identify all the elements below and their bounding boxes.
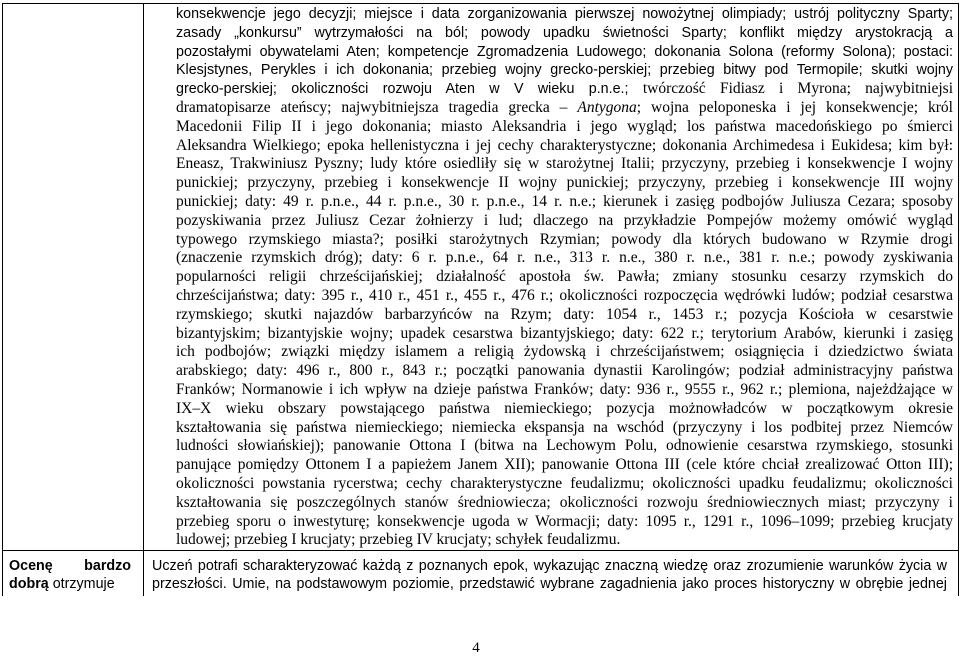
text-segment: twórczość Fidiasz i Myrona; najwybitniejsi xyxy=(642,80,953,98)
text-line: punickiej; przyczyny, przebieg i konsekwencje II wojny punickiej; przyczyny, przebieg i konsekwencje III wojny xyxy=(176,174,953,192)
text-line: arabskiego; daty: 496 r., 800 r., 843 r.; początki panowania dynastii Karolingów; podział administracyjny państwa xyxy=(176,362,953,380)
text-line: przebieg sporu o inwestyturę; konsekwencje ugoda w Wormacji; daty: 1095 r., 1291 r., 1096–1099; przebieg krucjaty xyxy=(176,512,953,530)
text-line: popularności religii chrześcijańskiej; działalność apostoła św. Pawła; zmiany stosunku cesarzy rzymskich do xyxy=(176,268,953,286)
text-line: IX–X wieku obszary powstającego państwa niemieckiego; pozycja możnowładców w początkowym okresie xyxy=(176,399,953,417)
text-line: konsekwencje jego decyzji; miejsce i data zorganizowania pierwszej nowożytnej olimpiady; ustrój polityczny Sparty; xyxy=(176,6,953,22)
grade-label-bold: Ocenę bardzo dobrą xyxy=(9,557,131,593)
text-segment: ; wojna peloponeska i jej konsekwencje; król xyxy=(636,98,953,116)
text-line: chrześcijaństwa; daty: 395 r., 410 r., 451 r., 455 r., 476 r.; okoliczności rozpoczęcia wędrówki ludów; podział cesarstwa xyxy=(176,286,953,304)
text-line: bizantyjskim; bizantyjskie wojny; upadek cesarstwa bizantyjskiego; daty: 622 r.; terytorium Arabów, kierunki i zasięg xyxy=(176,324,953,342)
text-line: Macedonii Filip II i jego dokonania; miasto Aleksandria i jego wygląd; los państwa macedońskiego po śmierci xyxy=(176,117,953,135)
text-segment: dramatopisarze ateńscy; najwybitniejsza tragedia grecka – xyxy=(176,98,578,116)
text-line: ich podbojów; związki między islamem a religią żydowską i chrześcijaństwem; osiągnięcia i dziedzictwo świata xyxy=(176,343,953,361)
text-line: Klesjstynes, Perykles i ich dokonania; przebieg wojny grecko-perskiej; przebieg bitwy pod Termopile; skutki wojny xyxy=(176,62,953,79)
text-line: punickiej; daty: 49 r. p.n.e., 44 r. p.n.e., 30 r. p.n.e., 14 r. n.e.; kierunek i zasięg podbojów Juliusza Cezara; sposoby xyxy=(176,192,953,210)
text-line: ludności słowiańskiej); panowanie Ottona I (bitwa na Lechowym Polu, odnowienie cesarstwa rzymskiego, stosunki xyxy=(176,437,953,455)
table-row xyxy=(3,4,958,551)
text-line: rzymskiego; skutki najazdów barbarzyńców na Rzym; daty: 1054 r., 1453 r.; pozycja Kościoła w cesarstwie xyxy=(176,305,953,323)
text-line: pozostałymi obywatelami Aten; kompetencje Zgromadzenia Ludowego; dokonania Solona (reformy Solona); postaci: xyxy=(176,43,953,60)
text-line: typowego rzymskiego miasta?; posiłki starożytnych Rzymian; powody dla których budowano w Rzymie drogi xyxy=(176,230,953,248)
text-segment: grecko-perskiej; okoliczności rozwoju Aten w V wieku p.n.e.; xyxy=(176,81,643,98)
text-line: Aleksandra Wielkiego; epoka hellenistyczna i jej cechy charakterystyczne; dokonania Archimedesa i Eukidesa; kim był: xyxy=(176,136,953,154)
requirements-table xyxy=(2,3,959,596)
text-line: przeszłości. Umie, na podstawowym poziomie, przedstawić wybrane zagadnienia jako proces historyczny w obrębie jednej xyxy=(152,576,947,593)
text-line: Uczeń potrafi scharakteryzować każdą z poznanych epok, wykazując znaczną wiedzę oraz zrozumienie warunków życia w xyxy=(152,557,947,574)
page-number: 4 xyxy=(472,640,480,656)
grade-label-text: otrzymuje xyxy=(52,576,115,593)
text-line: Eneasz, Trakwiniusz Pyszny; ludy które osiedliły się w starożytnej Italii; przyczyny, przebieg i konsekwencje I wojny xyxy=(176,155,953,173)
text-line: pozyskiwania przez Juliusz Cezar żołnierzy i lud; dlaczego na przykładzie Pompejów możemy omówić wygląd xyxy=(176,211,953,229)
text-line xyxy=(176,99,953,118)
text-line: Franków; Normanowie i ich wpływ na dzieje państwa Franków; daty: 936 r., 9555 r., 962 r.; plemiona, najeżdżające w xyxy=(176,380,953,398)
text-line: ludowej; przebieg I krucjaty; przebieg IV krucjaty; schyłek feudalizmu. xyxy=(176,531,621,549)
text-line: kształtowania się poszczególnych stanów średniowiecza; okoliczności rozwoju średniowiecznych miast; przyczyny i xyxy=(176,493,953,511)
text-line: zasady „konkursu” wytrzymałości na ból; powody upadku świetności Sparty; konflikt między arystokracją a xyxy=(176,24,953,41)
text-line: okoliczności powstania rycerstwa; cechy charakterystyczne feudalizmu; okoliczności upadku feudalizmu; okoliczności xyxy=(176,474,953,492)
work-title: Antygona xyxy=(577,98,637,116)
text-line: panujące pomiędzy Ottonem I a papieżem Janem XII); panowanie Ottona III (cele które chciał zrealizować Otton III); xyxy=(176,456,953,474)
grade-label-cell xyxy=(3,4,144,550)
text-line: kształtowania się państwa niemieckiego; niemiecka ekspansja na wschód (przyczyny i los podbitej przez Niemców xyxy=(176,418,953,436)
requirements-cell xyxy=(144,4,958,550)
table-row xyxy=(3,551,958,596)
description-cell xyxy=(144,551,958,596)
text-line: (znaczenie rzymskich dróg); daty: 6 r. p.n.e., 64 r. n.e., 313 r. n.e., 380 r. n.e., 381 r. n.e.; powody zyskiwania xyxy=(176,249,953,267)
text-line xyxy=(176,80,953,99)
grade-label-cell xyxy=(3,551,144,596)
